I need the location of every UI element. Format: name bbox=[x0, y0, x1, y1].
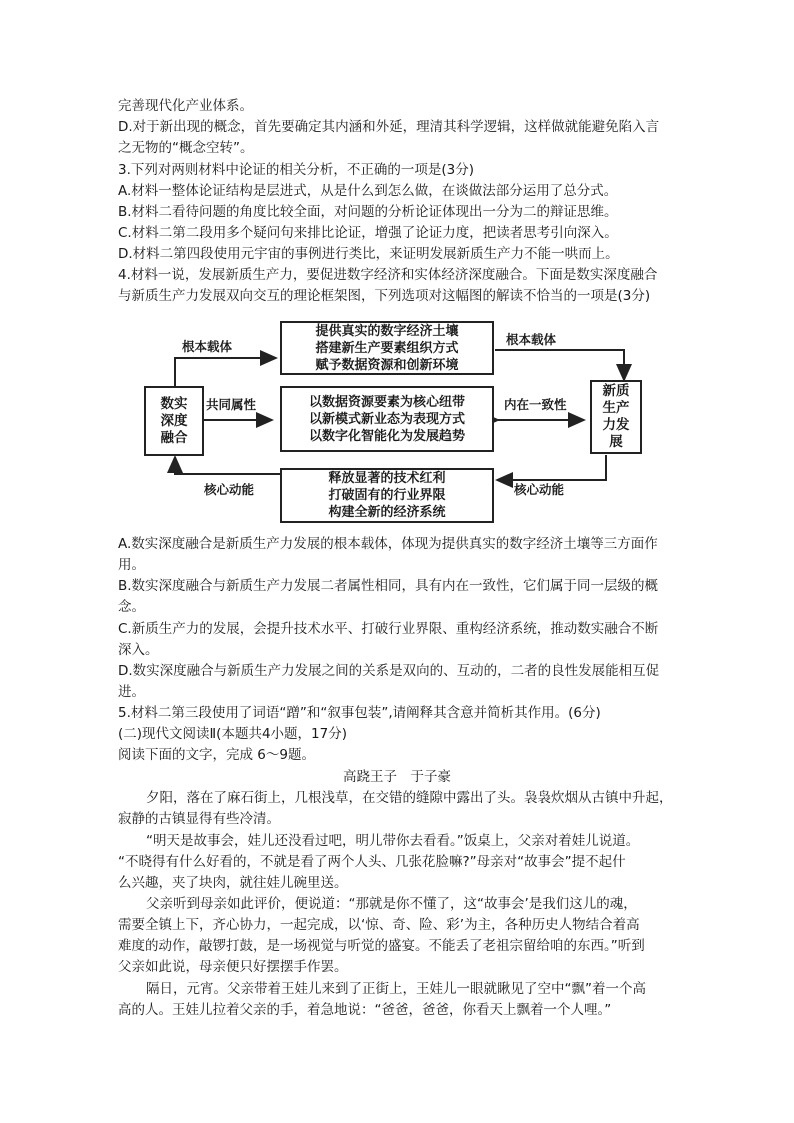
question-3: 3.下列对两则材料中论证的相关分析，不正确的一项是(3分) bbox=[118, 162, 475, 178]
side-box-line: 深度 bbox=[160, 412, 188, 429]
paragraph-line: 隔日，元宵。父亲带着王娃儿来到了正街上，王娃儿一眼就瞅见了空中“飘”着一个高 bbox=[146, 981, 646, 997]
attribute-line: 以新模式新业态为表现方式 bbox=[308, 411, 465, 427]
side-box-line: 生产 bbox=[602, 400, 630, 416]
momentum-line: 释放显著的技术红利 bbox=[328, 471, 446, 486]
paragraph-line: “不晓得有什么好看的，不就是看了两个人头、几张花脸嘛?”母亲对“故事会”提不起什 bbox=[118, 854, 626, 870]
section-heading: (二)现代文阅读Ⅱ(本题共4小题，17分) bbox=[118, 726, 347, 742]
question-5: 5.材料二第三段使用了词语“蹭”和“叙事包装”,请阐释其含意并简析其作用。(6分) bbox=[118, 705, 601, 721]
carrier-line: 搭建新生产要素组织方式 bbox=[315, 340, 459, 356]
q4-option-d: D.数实深度融合与新质生产力发展之间的关系是双向的、互动的，二者的良性发展能相互促 bbox=[118, 663, 660, 679]
attribute-box bbox=[280, 386, 494, 452]
text-line: 进。 bbox=[118, 684, 145, 700]
momentum-line: 构建全新的经济系统 bbox=[328, 505, 446, 520]
paragraph-line: 寂静的古镇显得有些冷清。 bbox=[118, 811, 280, 827]
paragraph-line: 父亲如此说，母亲便只好摆摆手作罢。 bbox=[118, 959, 348, 975]
option-d-line: D.对于新出现的概念，首先要确定其内涵和外延，理清其科学逻辑，这样做就能避免陷入言 bbox=[118, 119, 660, 135]
side-box-line: 融合 bbox=[160, 429, 188, 446]
story-title: 高跷王子 于子豪 bbox=[343, 769, 451, 785]
option-b: B.材料二看待问题的角度比较全面，对问题的分析论证体现出一分为二的辩证思维。 bbox=[118, 204, 618, 220]
attribute-line: 以数字化智能化为发展趋势 bbox=[308, 428, 465, 444]
paragraph-line: 难度的动作，敲锣打鼓，是一场视觉与听觉的盛宴。不能丢了老祖宗留给咱的东西。”听到 bbox=[118, 938, 645, 954]
side-box-line: 新质 bbox=[602, 383, 630, 399]
paragraph-line: 高的人。王娃儿拉着父亲的手，着急地说：“爸爸，爸爸，你看天上飘着一个人哩。” bbox=[118, 1002, 612, 1018]
side-box-line: 数实 bbox=[160, 395, 188, 412]
text-line: 用。 bbox=[118, 557, 145, 573]
text-line: 深入。 bbox=[118, 642, 159, 658]
label-bottom-right: 核心动能 bbox=[514, 482, 565, 497]
paragraph-line: “明天是故事会，娃儿还没看过吧，明儿带你去看看。”饭桌上，父亲对着娃儿说道。 bbox=[146, 833, 640, 849]
side-box-line: 展 bbox=[609, 434, 623, 450]
carrier-line: 提供真实的数字经济土壤 bbox=[315, 323, 459, 339]
q4-option-c: C.新质生产力的发展，会提升技术水平、打破行业界限、重构经济系统，推动数实融合不断 bbox=[118, 621, 659, 637]
carrier-line: 赋予数据资源和创新环境 bbox=[315, 357, 459, 373]
label-mid-right: 内在一致性 bbox=[504, 397, 567, 412]
attribute-line: 以数据资源要素为核心纽带 bbox=[308, 394, 465, 410]
option-d: D.材料二第四段使用元宇宙的事例进行类比，来证明发展新质生产力不能一哄而上。 bbox=[118, 246, 619, 262]
framework-diagram bbox=[120, 312, 676, 532]
q4-option-a: A.数实深度融合是新质生产力发展的根本载体，体现为提供真实的数字经济土壤等三方面作 bbox=[118, 536, 658, 552]
text-line: 之无物的“概念空转”。 bbox=[118, 140, 254, 156]
label-top-right: 根本载体 bbox=[506, 332, 557, 347]
label-bottom-left: 核心动能 bbox=[204, 482, 255, 497]
label-mid-left: 共同属性 bbox=[206, 397, 257, 412]
text-line: 念。 bbox=[118, 599, 145, 615]
question-4: 4.材料一说，发展新质生产力，要促进数字经济和实体经济深度融合。下面是数实深度融合 bbox=[118, 267, 658, 283]
momentum-line: 打破固有的行业界限 bbox=[328, 488, 446, 503]
reading-instruction: 阅读下面的文字，完成 6～9题。 bbox=[118, 747, 315, 763]
paragraph-line: 夕阳，落在了麻石街上，几根浅草，在交错的缝隙中露出了头。袅袅炊烟从古镇中升起， bbox=[146, 790, 673, 806]
text-line: 完善现代化产业体系。 bbox=[118, 98, 253, 114]
q4-option-b: B.数实深度融合与新质生产力发展二者属性相同，具有内在一致性，它们属于同一层级的概 bbox=[118, 578, 659, 594]
new-productivity-box bbox=[590, 380, 642, 454]
digital-real-integration-box bbox=[144, 386, 204, 456]
momentum-box bbox=[280, 468, 494, 523]
paragraph-line: 父亲听到母亲如此评价，便说道：“那就是你不懂了，这“故事会’是我们这儿的魂， bbox=[146, 896, 637, 912]
carrier-box bbox=[280, 321, 494, 375]
option-a: A.材料一整体论证结构是层进式，从是什么到怎么做，在谈做法部分运用了总分式。 bbox=[118, 183, 618, 199]
side-box-line: 力发 bbox=[602, 417, 630, 433]
question-4-cont: 与新质生产力发展双向交互的理论框架图，下列选项对这幅图的解读不恰当的一项是(3分) bbox=[118, 288, 651, 304]
paragraph-line: 需要全镇上下，齐心协力，一起完成，以‘惊、奇、险、彩’为主，各种历史人物结合着高 bbox=[118, 917, 640, 933]
option-c: C.材料二第二段用多个疑问句来排比论证，增强了论证力度，把读者思考引向深入。 bbox=[118, 225, 618, 241]
paragraph-line: 么兴趣，夹了块肉，就往娃儿碗里送。 bbox=[118, 875, 348, 891]
label-top-left: 根本载体 bbox=[182, 339, 233, 354]
